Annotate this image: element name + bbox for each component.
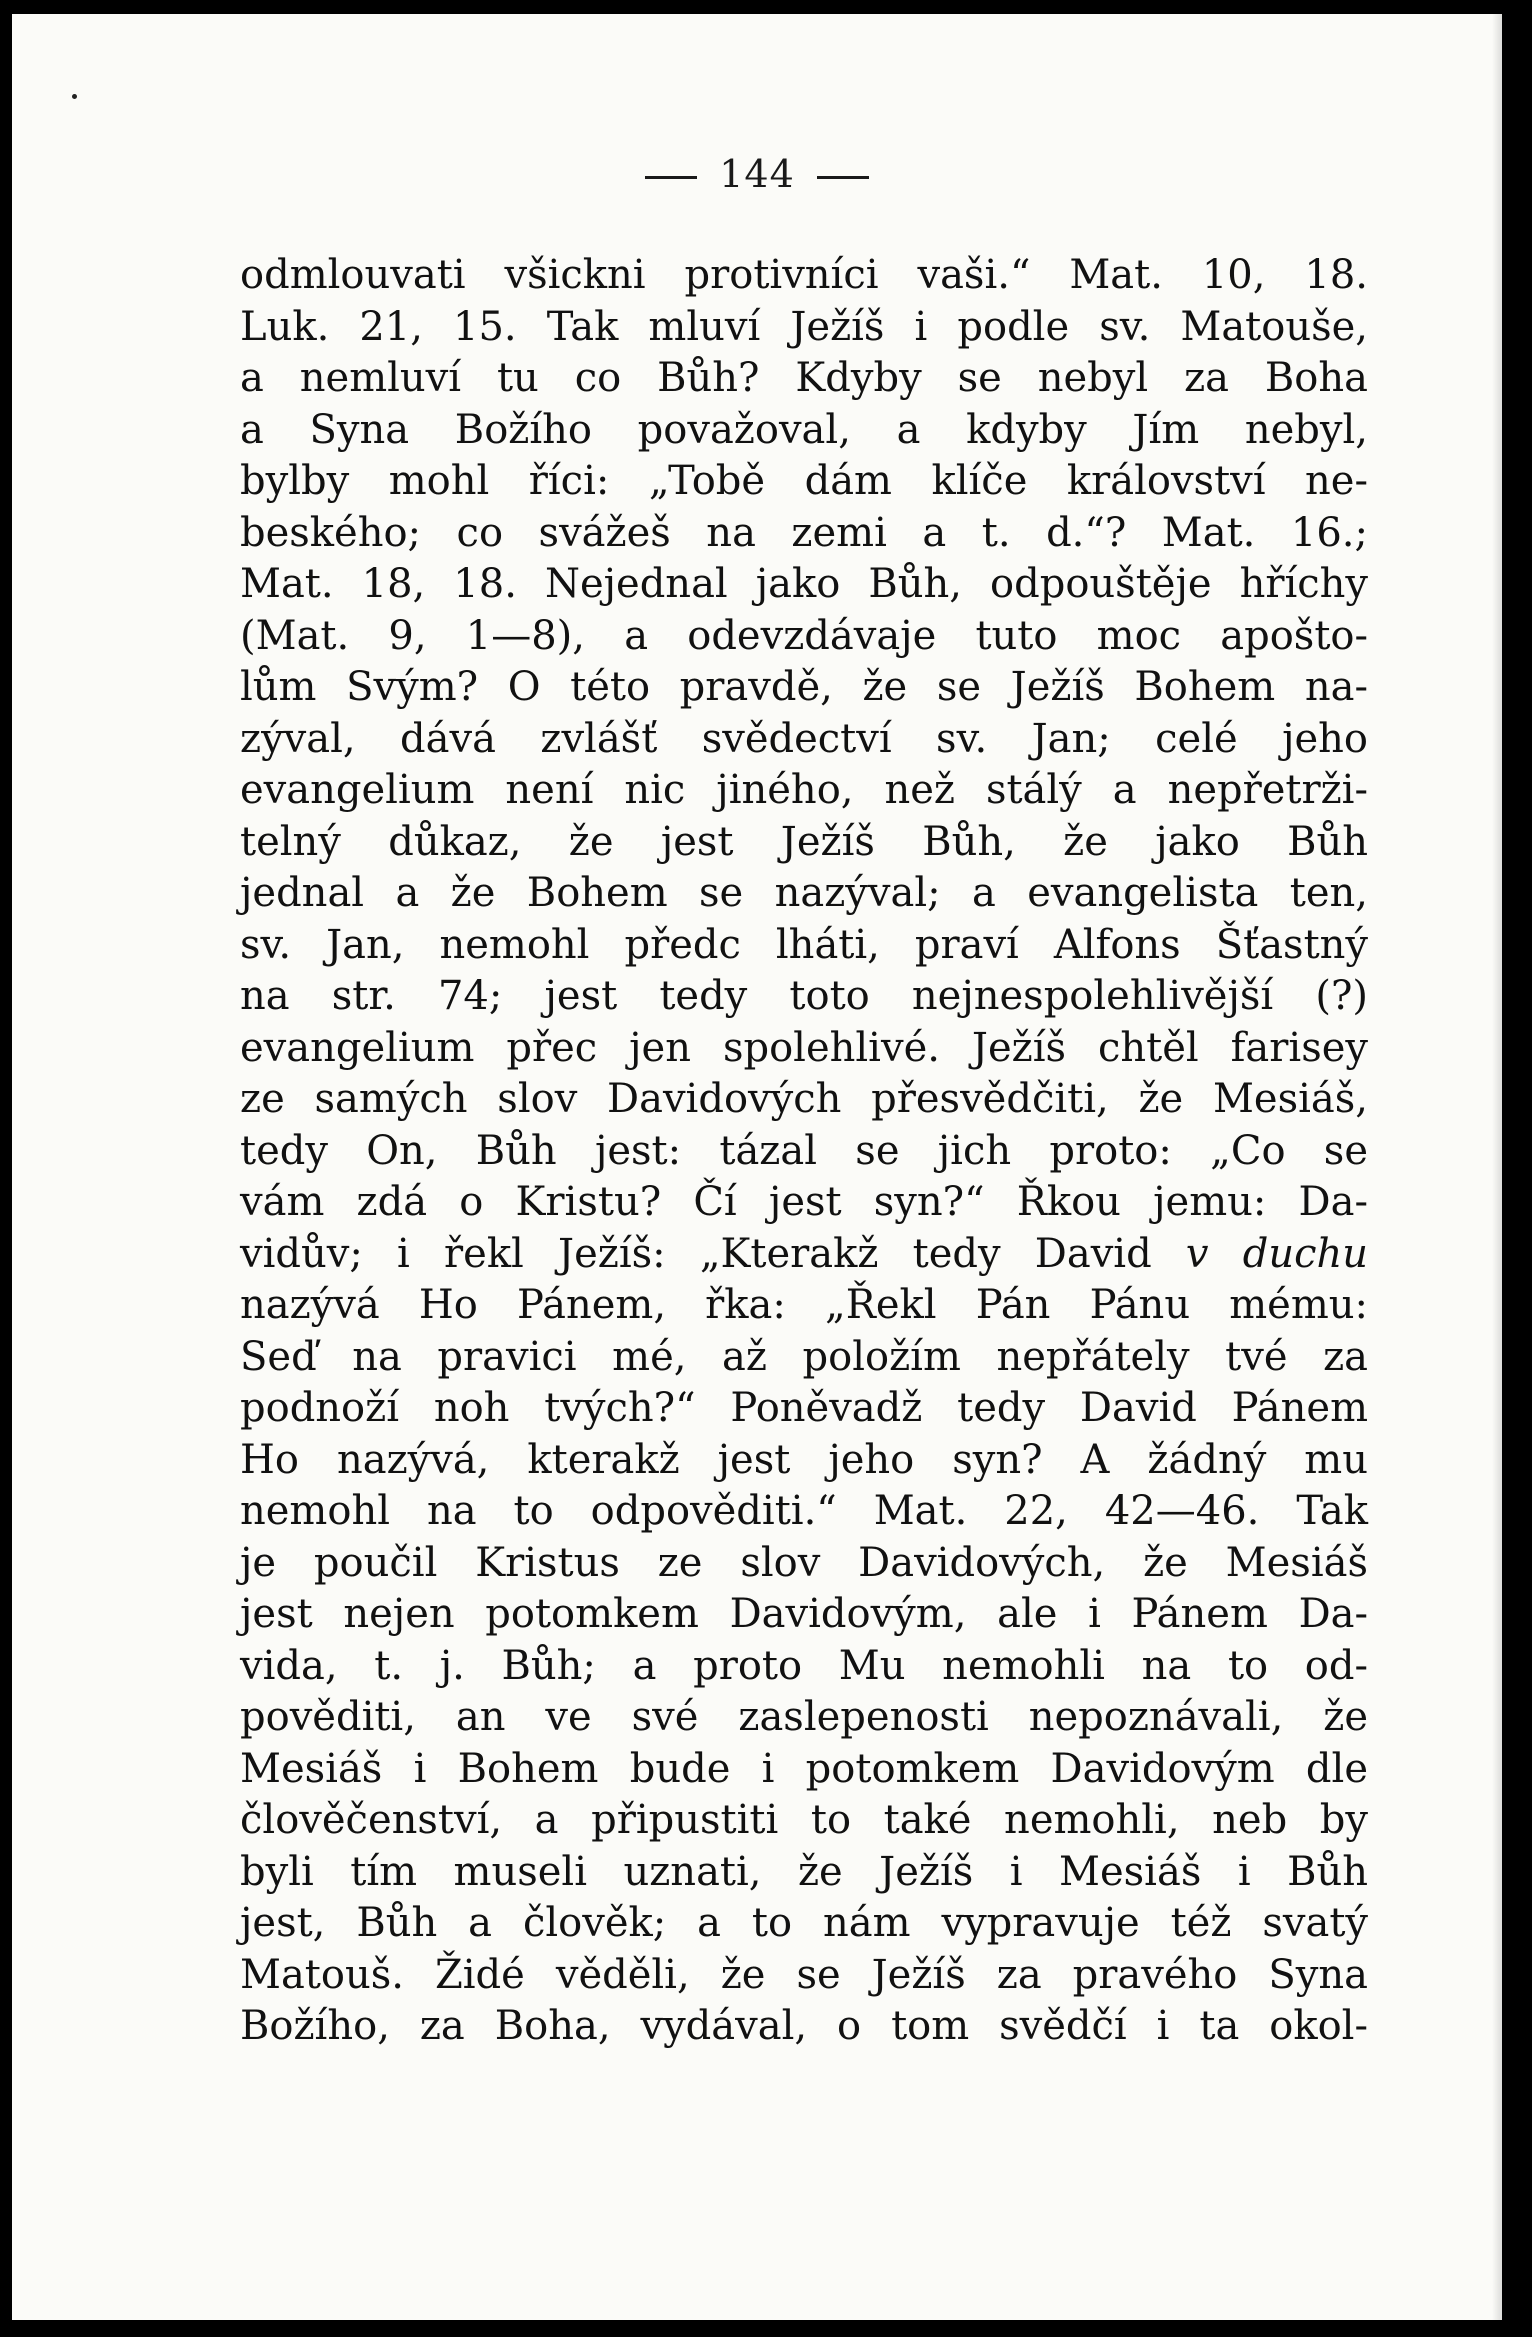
page-number-value: 144 xyxy=(719,152,795,196)
page-number-dash-left xyxy=(645,176,697,179)
text-line: nemohl na to odpověditi.“ Mat. 22, 42—46. Tak xyxy=(240,1488,1368,1534)
text-line: je poučil Kristus ze slov Davidových, že Mesiáš xyxy=(240,1539,1368,1586)
text-line: vida, t. j. Bůh; a proto Mu nemohli na to od- xyxy=(240,1642,1368,1689)
text-line: jest, Bůh a člověk; a to nám vypravuje též svatý xyxy=(240,1900,1368,1946)
text-line: ze samých slov Davidových přesvědčiti, že Mesiáš, xyxy=(240,1076,1368,1122)
text-line: zýval, dává zvlášť svědectví sv. Jan; celé jeho xyxy=(240,715,1368,762)
text-line: Seď na pravici mé, až položím nepřátely tvé za xyxy=(240,1333,1368,1380)
text-line-with-italic xyxy=(240,1229,1368,1281)
paper-speck xyxy=(72,94,77,99)
text-line: byli tím museli uznati, že Ježíš i Mesiáš i Bůh xyxy=(240,1848,1368,1895)
text-line: vám zdá o Kristu? Čí jest syn?“ Řkou jemu: Da- xyxy=(240,1179,1368,1225)
text-line: Matouš. Židé věděli, že se Ježíš za pravého Syna xyxy=(240,1951,1368,1998)
text-line: beského; co svážeš na zemi a t. d.“? Mat. 16.; xyxy=(240,509,1368,556)
text-line: Mesiáš i Bohem bude i potomkem Davidovým dle xyxy=(240,1745,1368,1792)
book-page xyxy=(12,14,1502,2320)
text-line-segment: vidův; i řekl Ježíš: „Kterakž tedy David xyxy=(240,1230,1152,1277)
text-line: evangelium není nic jiného, než stálý a nepřetrži- xyxy=(240,767,1368,813)
text-line: evangelium přec jen spolehlivé. Ježíš chtěl farisey xyxy=(240,1024,1368,1071)
text-line: na str. 74; jest tedy toto nejnespolehlivější (?) xyxy=(240,973,1368,1019)
page-number xyxy=(12,152,1502,196)
text-line: pověditi, an ve své zaslepenosti nepoznávali, že xyxy=(240,1694,1368,1740)
text-line: jednal a že Bohem se nazýval; a evangelista ten, xyxy=(240,870,1368,916)
text-line: (Mat. 9, 1—8), a odevzdávaje tuto moc apošto- xyxy=(240,612,1368,659)
text-line: člověčenství, a připustiti to také nemohli, neb by xyxy=(240,1797,1368,1843)
text-line: jest nejen potomkem Davidovým, ale i Pánem Da- xyxy=(240,1591,1368,1637)
page-edge-shadow xyxy=(1492,14,1502,2320)
text-line: podnoží noh tvých?“ Poněvadž tedy David Pánem xyxy=(240,1385,1368,1431)
text-line: telný důkaz, že jest Ježíš Bůh, že jako Bůh xyxy=(240,818,1368,865)
italic-phrase: v duchu xyxy=(1185,1230,1369,1277)
text-line: nazývá Ho Pánem, řka: „Řekl Pán Pánu mému: xyxy=(240,1282,1368,1328)
body-text xyxy=(240,250,1368,2053)
text-line: odmlouvati všickni protivníci vaši.“ Mat. 10, 18. xyxy=(240,252,1368,298)
text-line: a nemluví tu co Bůh? Kdyby se nebyl za Boha xyxy=(240,355,1368,401)
text-line: sv. Jan, nemohl předc lháti, praví Alfons Šťastný xyxy=(240,921,1368,968)
text-line: bylby mohl říci: „Tobě dám klíče království ne- xyxy=(240,458,1368,504)
text-line: Božího, za Boha, vydával, o tom svědčí i ta okol- xyxy=(240,2003,1368,2049)
text-line: tedy On, Bůh jest: tázal se jich proto: „Co se xyxy=(240,1127,1368,1174)
text-line: lům Svým? O této pravdě, že se Ježíš Bohem na- xyxy=(240,664,1368,710)
text-line: a Syna Božího považoval, a kdyby Jím nebyl, xyxy=(240,406,1368,453)
text-line: Luk. 21, 15. Tak mluví Ježíš i podle sv. Matouše, xyxy=(240,303,1368,350)
text-line: Mat. 18, 18. Nejednal jako Bůh, odpouštěje hříchy xyxy=(240,561,1368,607)
text-line: Ho nazývá, kterakž jest jeho syn? A žádný mu xyxy=(240,1436,1368,1483)
page-number-dash-right xyxy=(817,176,869,179)
